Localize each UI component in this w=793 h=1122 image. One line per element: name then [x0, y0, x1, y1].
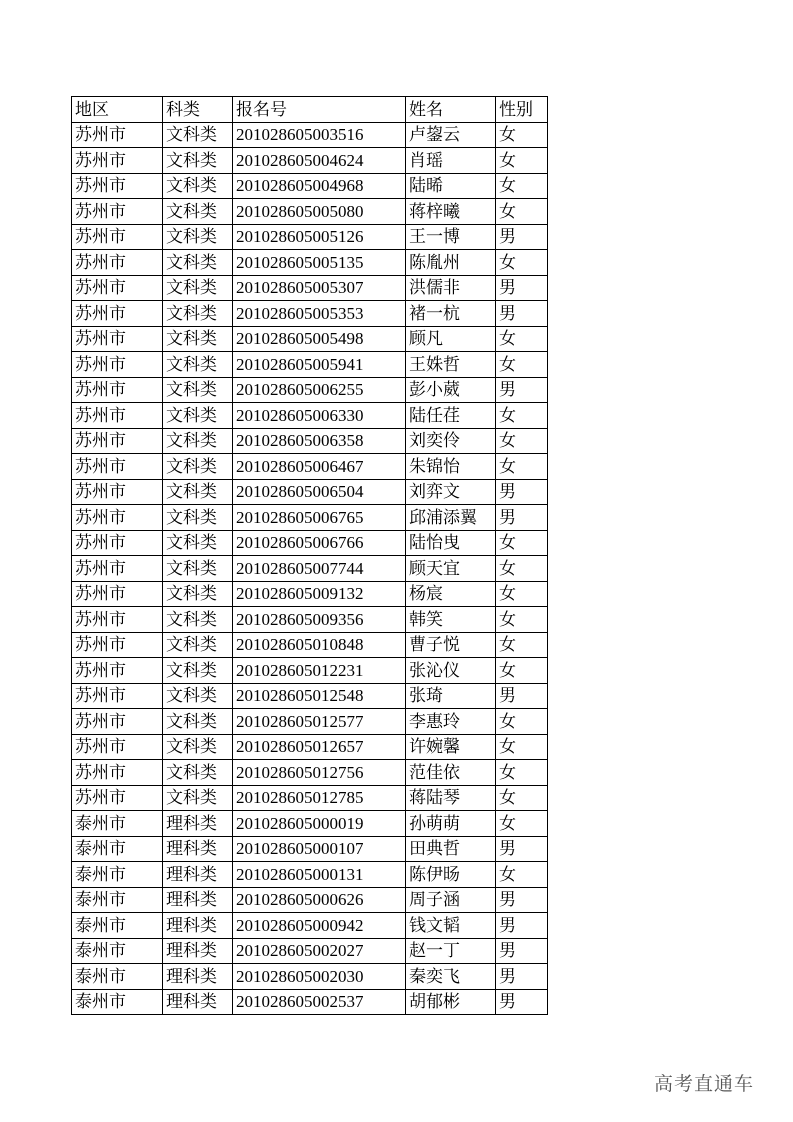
table-body: [72, 97, 548, 1015]
cell-category: 文科类: [163, 173, 233, 199]
cell-gender: 女: [496, 530, 548, 556]
table-row: [72, 479, 548, 505]
cell-name: 王一博: [406, 224, 496, 250]
cell-registration-number: 201028605002537: [233, 989, 406, 1015]
table-row: [72, 530, 548, 556]
cell-region: 苏州市: [72, 173, 163, 199]
cell-registration-number: 201028605012785: [233, 785, 406, 811]
cell-category: 文科类: [163, 326, 233, 352]
cell-gender: 男: [496, 224, 548, 250]
cell-region: 泰州市: [72, 887, 163, 913]
cell-region: 苏州市: [72, 301, 163, 327]
cell-name: 周子涵: [406, 887, 496, 913]
cell-region: 苏州市: [72, 479, 163, 505]
table-row: [72, 352, 548, 378]
cell-region: 苏州市: [72, 275, 163, 301]
cell-category: 文科类: [163, 224, 233, 250]
table-row: [72, 403, 548, 429]
cell-gender: 女: [496, 785, 548, 811]
cell-name: 孙萌萌: [406, 811, 496, 837]
cell-region: 苏州市: [72, 658, 163, 684]
cell-gender: 女: [496, 862, 548, 888]
cell-category: 文科类: [163, 275, 233, 301]
cell-registration-number: 201028605006330: [233, 403, 406, 429]
cell-region: 泰州市: [72, 811, 163, 837]
table-row: [72, 760, 548, 786]
cell-category: 理科类: [163, 887, 233, 913]
table-row: [72, 785, 548, 811]
cell-registration-number: 201028605009356: [233, 607, 406, 633]
table-header-row: [72, 97, 548, 123]
cell-name: 范佳依: [406, 760, 496, 786]
table-row: [72, 709, 548, 735]
table-row: [72, 326, 548, 352]
cell-gender: 男: [496, 989, 548, 1015]
cell-category: 文科类: [163, 301, 233, 327]
cell-name: 许婉馨: [406, 734, 496, 760]
watermark-text: 高考直通车: [654, 1073, 755, 1095]
table-row: [72, 148, 548, 174]
cell-category: 文科类: [163, 199, 233, 225]
cell-registration-number: 201028605012756: [233, 760, 406, 786]
cell-region: 苏州市: [72, 530, 163, 556]
cell-registration-number: 201028605005135: [233, 250, 406, 276]
cell-category: 文科类: [163, 658, 233, 684]
cell-category: 文科类: [163, 148, 233, 174]
cell-name: 彭小葳: [406, 377, 496, 403]
cell-name: 顾天宜: [406, 556, 496, 582]
cell-gender: 男: [496, 479, 548, 505]
table-row: [72, 556, 548, 582]
cell-gender: 男: [496, 301, 548, 327]
cell-category: 文科类: [163, 505, 233, 531]
cell-gender: 女: [496, 148, 548, 174]
cell-registration-number: 201028605006358: [233, 428, 406, 454]
cell-region: 泰州市: [72, 964, 163, 990]
table-row: [72, 199, 548, 225]
table-row: [72, 250, 548, 276]
cell-category: 理科类: [163, 862, 233, 888]
cell-category: 理科类: [163, 836, 233, 862]
cell-region: 苏州市: [72, 683, 163, 709]
cell-name: 李惠玲: [406, 709, 496, 735]
cell-category: 文科类: [163, 607, 233, 633]
cell-registration-number: 201028605000626: [233, 887, 406, 913]
cell-category: 文科类: [163, 377, 233, 403]
table-row: [72, 581, 548, 607]
cell-category: 文科类: [163, 632, 233, 658]
cell-registration-number: 201028605000107: [233, 836, 406, 862]
cell-region: 苏州市: [72, 505, 163, 531]
cell-category: 理科类: [163, 989, 233, 1015]
table-row: [72, 224, 548, 250]
header-registration-number: 报名号: [233, 97, 406, 123]
cell-registration-number: 201028605009132: [233, 581, 406, 607]
cell-registration-number: 201028605002027: [233, 938, 406, 964]
cell-region: 苏州市: [72, 224, 163, 250]
header-name: 姓名: [406, 97, 496, 123]
cell-registration-number: 201028605003516: [233, 122, 406, 148]
cell-gender: 女: [496, 250, 548, 276]
cell-registration-number: 201028605006255: [233, 377, 406, 403]
cell-registration-number: 201028605006766: [233, 530, 406, 556]
cell-gender: 男: [496, 377, 548, 403]
cell-region: 苏州市: [72, 607, 163, 633]
cell-region: 泰州市: [72, 862, 163, 888]
cell-gender: 女: [496, 199, 548, 225]
cell-region: 泰州市: [72, 836, 163, 862]
cell-name: 田典哲: [406, 836, 496, 862]
cell-category: 文科类: [163, 785, 233, 811]
cell-region: 苏州市: [72, 632, 163, 658]
cell-category: 文科类: [163, 454, 233, 480]
cell-registration-number: 201028605005080: [233, 199, 406, 225]
table-row: [72, 454, 548, 480]
student-list-table: [71, 96, 548, 1015]
cell-registration-number: 201028605010848: [233, 632, 406, 658]
cell-region: 苏州市: [72, 148, 163, 174]
cell-region: 苏州市: [72, 785, 163, 811]
table-row: [72, 275, 548, 301]
cell-name: 陈伊旸: [406, 862, 496, 888]
cell-registration-number: 201028605005353: [233, 301, 406, 327]
table-row: [72, 913, 548, 939]
cell-name: 蒋梓曦: [406, 199, 496, 225]
cell-region: 泰州市: [72, 989, 163, 1015]
cell-gender: 女: [496, 326, 548, 352]
cell-name: 韩笑: [406, 607, 496, 633]
cell-gender: 女: [496, 658, 548, 684]
cell-registration-number: 201028605000131: [233, 862, 406, 888]
cell-registration-number: 201028605012577: [233, 709, 406, 735]
cell-name: 王姝哲: [406, 352, 496, 378]
cell-name: 卢鋆云: [406, 122, 496, 148]
header-gender: 性别: [496, 97, 548, 123]
cell-name: 胡郁彬: [406, 989, 496, 1015]
table-row: [72, 683, 548, 709]
cell-name: 张琦: [406, 683, 496, 709]
cell-region: 苏州市: [72, 709, 163, 735]
cell-registration-number: 201028605006504: [233, 479, 406, 505]
cell-category: 理科类: [163, 964, 233, 990]
cell-gender: 男: [496, 887, 548, 913]
cell-name: 肖瑶: [406, 148, 496, 174]
cell-name: 刘奕伶: [406, 428, 496, 454]
cell-gender: 女: [496, 352, 548, 378]
table-row: [72, 887, 548, 913]
cell-name: 蒋陆琴: [406, 785, 496, 811]
cell-region: 苏州市: [72, 556, 163, 582]
cell-registration-number: 201028605000942: [233, 913, 406, 939]
table-row: [72, 301, 548, 327]
cell-category: 文科类: [163, 581, 233, 607]
table-row: [72, 632, 548, 658]
header-region: 地区: [72, 97, 163, 123]
cell-registration-number: 201028605012548: [233, 683, 406, 709]
table-row: [72, 505, 548, 531]
cell-name: 陆晞: [406, 173, 496, 199]
cell-category: 文科类: [163, 530, 233, 556]
cell-gender: 女: [496, 709, 548, 735]
cell-name: 陆任荏: [406, 403, 496, 429]
cell-category: 文科类: [163, 734, 233, 760]
table-row: [72, 658, 548, 684]
cell-region: 泰州市: [72, 938, 163, 964]
header-category: 科类: [163, 97, 233, 123]
cell-name: 钱文韬: [406, 913, 496, 939]
table-row: [72, 173, 548, 199]
cell-registration-number: 201028605006467: [233, 454, 406, 480]
cell-gender: 女: [496, 173, 548, 199]
cell-gender: 女: [496, 760, 548, 786]
cell-name: 刘弈文: [406, 479, 496, 505]
cell-category: 文科类: [163, 403, 233, 429]
cell-region: 苏州市: [72, 250, 163, 276]
table-row: [72, 377, 548, 403]
cell-name: 顾凡: [406, 326, 496, 352]
cell-registration-number: 201028605005307: [233, 275, 406, 301]
cell-category: 理科类: [163, 938, 233, 964]
cell-registration-number: 201028605002030: [233, 964, 406, 990]
cell-category: 文科类: [163, 428, 233, 454]
cell-gender: 女: [496, 122, 548, 148]
cell-category: 文科类: [163, 122, 233, 148]
cell-registration-number: 201028605004968: [233, 173, 406, 199]
cell-gender: 男: [496, 913, 548, 939]
table-row: [72, 836, 548, 862]
cell-registration-number: 201028605012657: [233, 734, 406, 760]
cell-registration-number: 201028605005126: [233, 224, 406, 250]
cell-name: 邱浦添翼: [406, 505, 496, 531]
cell-region: 苏州市: [72, 199, 163, 225]
cell-region: 苏州市: [72, 352, 163, 378]
cell-region: 苏州市: [72, 326, 163, 352]
cell-category: 文科类: [163, 250, 233, 276]
cell-gender: 男: [496, 938, 548, 964]
cell-region: 泰州市: [72, 913, 163, 939]
cell-region: 苏州市: [72, 581, 163, 607]
table-row: [72, 938, 548, 964]
cell-region: 苏州市: [72, 403, 163, 429]
table-row: [72, 734, 548, 760]
cell-region: 苏州市: [72, 760, 163, 786]
cell-name: 赵一丁: [406, 938, 496, 964]
cell-gender: 女: [496, 428, 548, 454]
cell-registration-number: 201028605000019: [233, 811, 406, 837]
cell-region: 苏州市: [72, 734, 163, 760]
cell-gender: 女: [496, 632, 548, 658]
cell-category: 文科类: [163, 709, 233, 735]
cell-name: 杨宸: [406, 581, 496, 607]
cell-gender: 男: [496, 683, 548, 709]
cell-category: 文科类: [163, 683, 233, 709]
table-row: [72, 989, 548, 1015]
cell-gender: 女: [496, 454, 548, 480]
cell-name: 陈胤州: [406, 250, 496, 276]
cell-category: 文科类: [163, 760, 233, 786]
table-row: [72, 964, 548, 990]
table-row: [72, 811, 548, 837]
table-row: [72, 862, 548, 888]
cell-name: 曹子悦: [406, 632, 496, 658]
cell-registration-number: 201028605012231: [233, 658, 406, 684]
table-row: [72, 607, 548, 633]
cell-registration-number: 201028605006765: [233, 505, 406, 531]
cell-gender: 男: [496, 275, 548, 301]
cell-gender: 男: [496, 505, 548, 531]
cell-name: 褚一杭: [406, 301, 496, 327]
cell-name: 张沁仪: [406, 658, 496, 684]
cell-region: 苏州市: [72, 122, 163, 148]
cell-gender: 男: [496, 836, 548, 862]
cell-gender: 女: [496, 556, 548, 582]
cell-gender: 男: [496, 964, 548, 990]
cell-name: 陆怡曳: [406, 530, 496, 556]
table-row: [72, 428, 548, 454]
cell-registration-number: 201028605004624: [233, 148, 406, 174]
cell-category: 文科类: [163, 352, 233, 378]
cell-region: 苏州市: [72, 454, 163, 480]
table-row: [72, 122, 548, 148]
cell-name: 朱锦怡: [406, 454, 496, 480]
cell-registration-number: 201028605005498: [233, 326, 406, 352]
cell-category: 理科类: [163, 913, 233, 939]
cell-category: 文科类: [163, 556, 233, 582]
cell-gender: 女: [496, 811, 548, 837]
cell-gender: 女: [496, 734, 548, 760]
cell-name: 洪儒非: [406, 275, 496, 301]
cell-registration-number: 201028605005941: [233, 352, 406, 378]
cell-registration-number: 201028605007744: [233, 556, 406, 582]
cell-region: 苏州市: [72, 428, 163, 454]
cell-name: 秦奕飞: [406, 964, 496, 990]
cell-gender: 女: [496, 403, 548, 429]
cell-gender: 女: [496, 581, 548, 607]
cell-gender: 女: [496, 607, 548, 633]
cell-category: 文科类: [163, 479, 233, 505]
cell-region: 苏州市: [72, 377, 163, 403]
cell-category: 理科类: [163, 811, 233, 837]
